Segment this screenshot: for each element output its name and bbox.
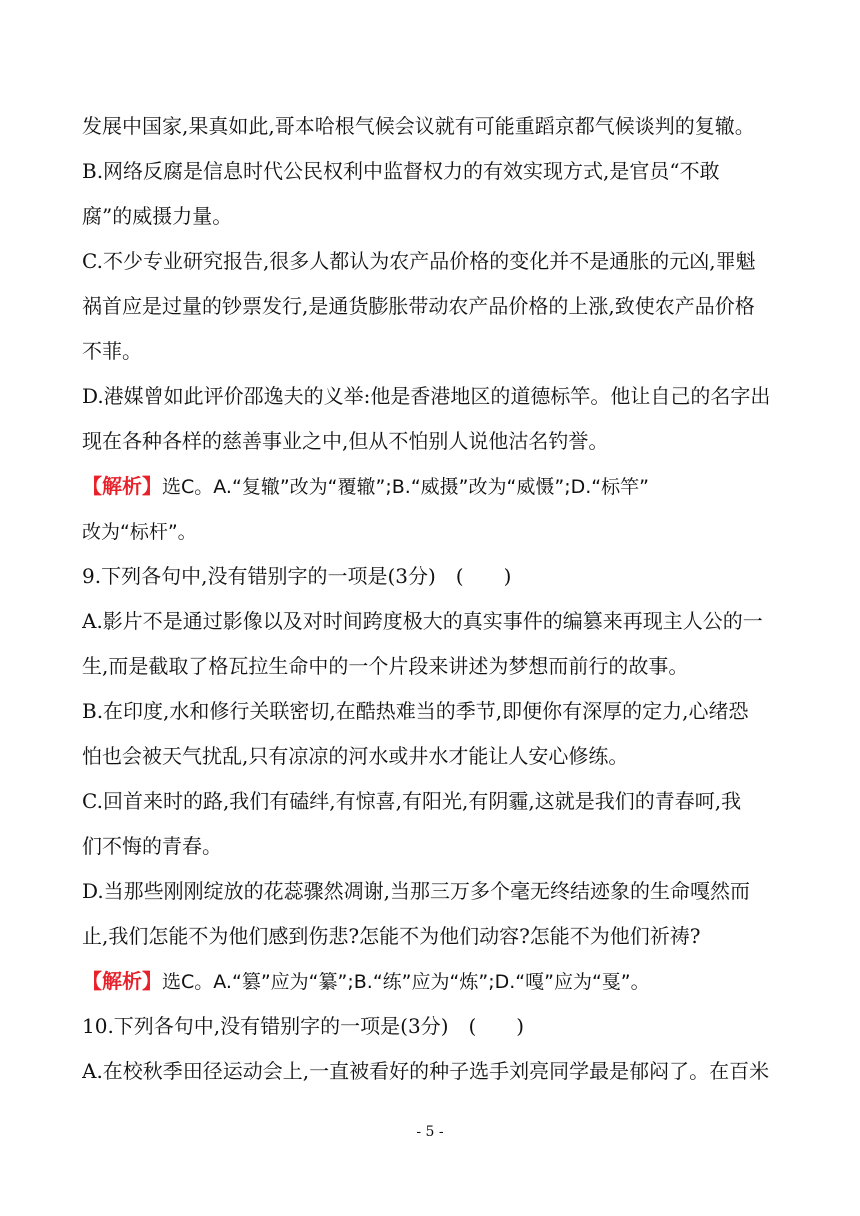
analysis-line: 【解析】选C。A.“篡”应为“纂”;B.“练”应为“炼”;D.“嘎”应为“戛”。	[82, 969, 650, 993]
text-line: 改为“标杆”。	[82, 521, 197, 543]
text-line: 生,而是截取了格瓦拉生命中的一个片段来讲述为梦想而前行的故事。	[82, 654, 689, 678]
analysis-line: 【解析】选C。A.“复辙”改为“覆辙”;B.“威摄”改为“威慑”;D.“标竿”	[82, 474, 649, 498]
text-line: A.在校秋季田径运动会上,一直被看好的种子选手刘亮同学最是郁闷了。在百米	[82, 1059, 770, 1083]
question-title: 9.下列各句中,没有错别字的一项是(3分) ( )	[82, 564, 512, 588]
page-number: - 5 -	[416, 1124, 444, 1140]
text-line: D.港媒曾如此评价邵逸夫的义举:他是香港地区的道德标竿。他让自己的名字出	[82, 384, 771, 408]
question-title: 10.下列各句中,没有错别字的一项是(3分) ( )	[82, 1014, 525, 1038]
text-line: A.影片不是通过影像以及对时间跨度极大的真实事件的编篡来再现主人公的一	[82, 609, 763, 633]
text-line: 腐”的威摄力量。	[82, 204, 233, 228]
analysis-tag: 【解析】	[82, 969, 162, 993]
text-line: D.当那些刚刚绽放的花蕊骤然凋谢,当那三万多个毫无终结迹象的生命嘎然而	[82, 879, 751, 903]
text-line: 止,我们怎能不为他们感到伤悲?怎能不为他们动容?怎能不为他们祈祷?	[82, 924, 701, 948]
analysis-tag: 【解析】	[82, 474, 162, 498]
text-line: 祸首应是过量的钞票发行,是通货膨胀带动农产品价格的上涨,致使农产品价格	[82, 294, 755, 318]
text-line: C.回首来时的路,我们有磕绊,有惊喜,有阳光,有阴霾,这就是我们的青春呵,我	[82, 789, 742, 813]
text-line: B.网络反腐是信息时代公民权利中监督权力的有效实现方式,是官员“不敢	[82, 159, 720, 183]
text-line: 怕也会被天气扰乱,只有凉凉的河水或井水才能让人安心修练。	[82, 744, 629, 768]
text-line: C.不少专业研究报告,很多人都认为农产品价格的变化并不是通胀的元凶,罪魁	[82, 249, 756, 273]
text-line: 现在各种各样的慈善事业之中,但从不怕别人说他沽名钓誉。	[82, 429, 609, 453]
text-line: 发展中国家,果真如此,哥本哈根气候会议就有可能重蹈京都气候谈判的复辙。	[82, 114, 755, 138]
text-line: B.在印度,水和修行关联密切,在酷热难当的季节,即便你有深厚的定力,心绪恐	[82, 699, 749, 723]
text-line: 不菲。	[82, 339, 142, 363]
document-body	[82, 104, 780, 1094]
text-line: 们不悔的青春。	[82, 834, 222, 858]
